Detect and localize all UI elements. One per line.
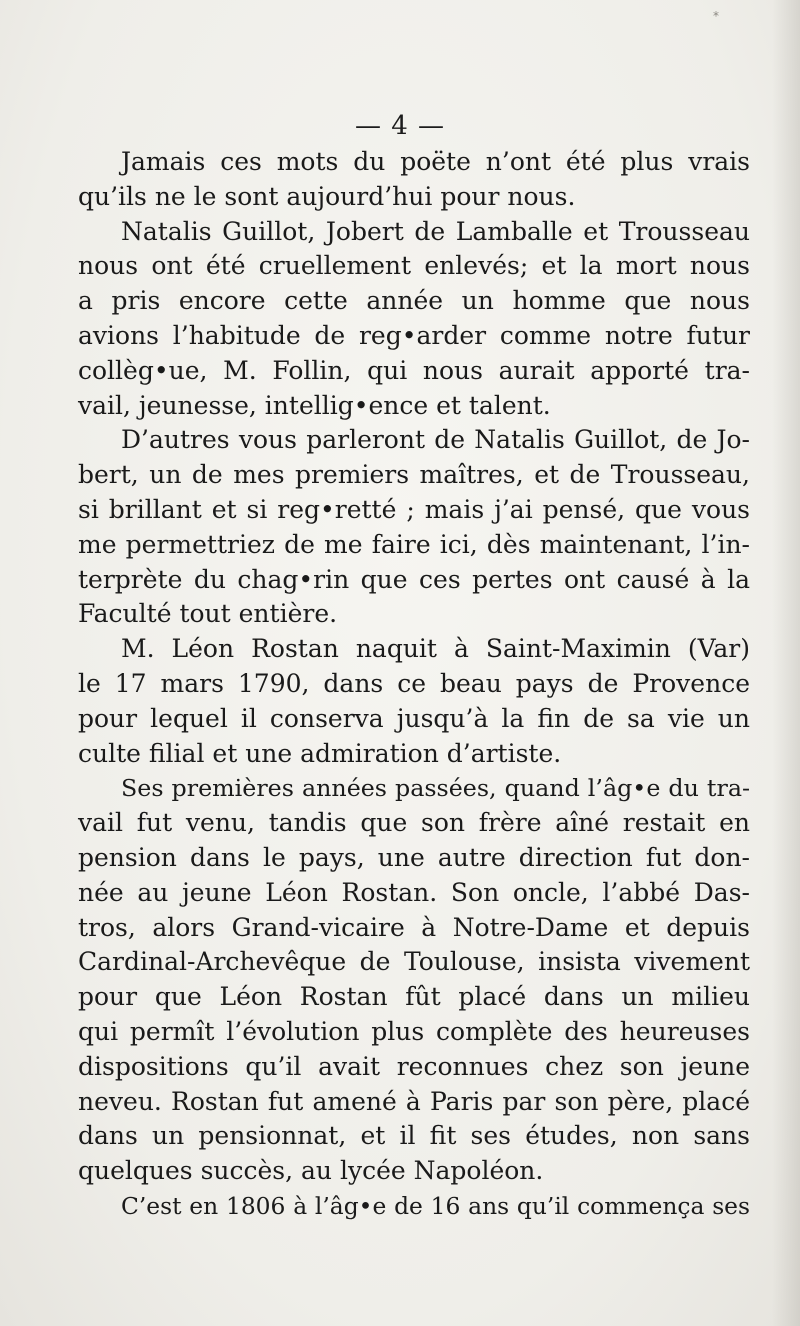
text-line: D’autres vous parleront de Natalis Guillot, de Jo-: [121, 425, 750, 455]
body-text: [78, 145, 750, 1224]
text-line: a pris encore cette année un homme que nous: [78, 286, 750, 316]
text-line: pour lequel il conserva jusqu’à la fin de sa vie un: [78, 703, 750, 733]
text-line: quelques succès, au lycée Napoléon.: [78, 1156, 544, 1186]
text-line: neveu. Rostan fut amené à Paris par son père, placé: [78, 1086, 750, 1116]
text-line: qui permît l’évolution plus complète des heureuses: [78, 1016, 750, 1046]
text-line: née au jeune Léon Rostan. Son oncle, l’abbé Das-: [78, 877, 750, 907]
text-line: le 17 mars 1790, dans ce beau pays de Provence: [78, 668, 750, 698]
text-line: Ses premières années passées, quand l’âg•e du tra-: [121, 774, 750, 803]
text-line: Faculté tout entière.: [78, 599, 338, 629]
page-number: — 4 —: [354, 111, 446, 141]
text-line: M. Léon Rostan naquit à Saint-Maximin (Var): [121, 634, 750, 664]
text-line: bert, un de mes premiers maîtres, et de Trousseau,: [78, 460, 750, 490]
text-line: culte filial et une admiration d’artiste.: [78, 738, 562, 768]
text-line: pension dans le pays, une autre direction fut don-: [78, 842, 750, 872]
text-line: vail, jeunesse, intellig•ence et talent.: [78, 390, 551, 420]
text-line: terprète du chag•rin que ces pertes ont causé à la: [78, 564, 750, 594]
corner-mark: *: [713, 9, 719, 23]
text-line: nous ont été cruellement enlevés; et la mort nous: [78, 251, 750, 281]
text-line: dans un pensionnat, et il fit ses études, non sans: [78, 1121, 750, 1151]
text-line: Natalis Guillot, Jobert de Lamballe et Trousseau: [121, 216, 750, 246]
text-line: avions l’habitude de reg•arder comme notre futur: [78, 320, 750, 350]
text-line: tros, alors Grand-vicaire à Notre-Dame et depuis: [78, 912, 750, 942]
page-edge-shadow: [772, 0, 800, 1326]
text-line: dispositions qu’il avait reconnues chez son jeune: [78, 1051, 750, 1081]
text-line: pour que Léon Rostan fût placé dans un milieu: [78, 982, 750, 1012]
text-line: Jamais ces mots du poëte n’ont été plus vrais: [121, 147, 750, 176]
text-line: collèg•ue, M. Follin, qui nous aurait apporté tra-: [78, 355, 750, 385]
text-line: vail fut venu, tandis que son frère aîné restait en: [78, 808, 750, 838]
text-line: Cardinal-Archevêque de Toulouse, insista vivement: [78, 947, 750, 977]
text-line: me permettriez de me faire ici, dès maintenant, l’in-: [78, 529, 750, 559]
text-line: C’est en 1806 à l’âg•e de 16 ans qu’il commença ses: [121, 1191, 750, 1220]
text-line: si brillant et si reg•retté ; mais j’ai pensé, que vous: [78, 494, 750, 524]
text-line: qu’ils ne le sont aujourd’hui pour nous.: [78, 181, 576, 211]
